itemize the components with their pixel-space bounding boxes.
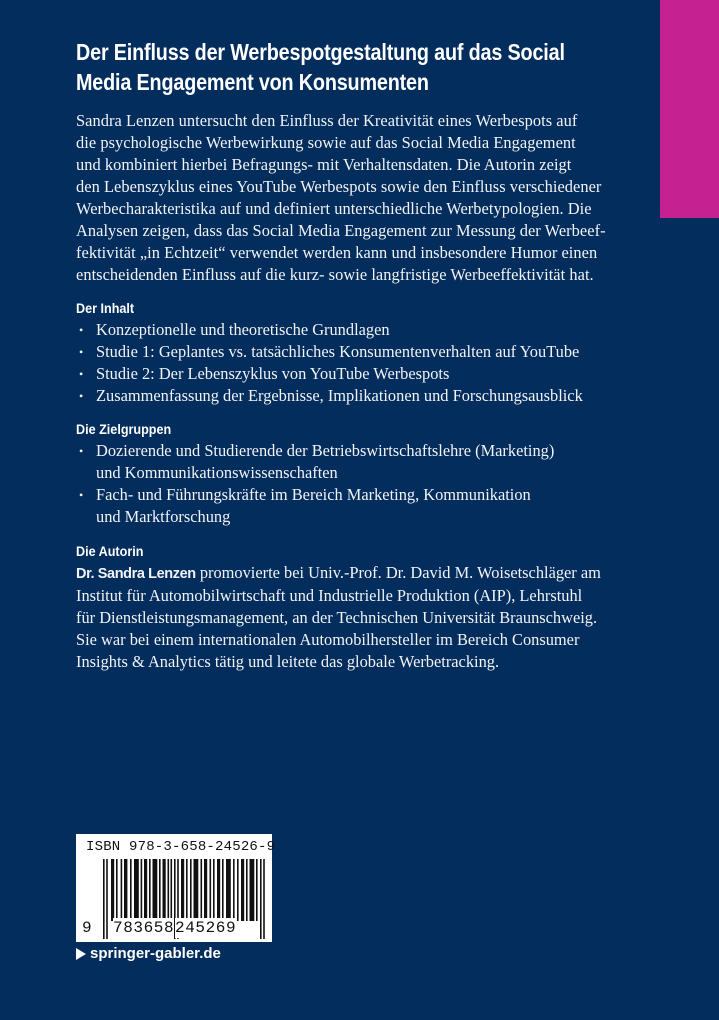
author-name: Dr. Sandra Lenzen: [76, 566, 196, 582]
list-item: • Studie 2: Der Lebenszyklus von YouTube Werbespots: [79, 364, 450, 383]
author-bio: Dr. Sandra Lenzen promovierte bei Univ.-Prof. Dr. David M. Woisetschläger am Institut für Automobilwirtschaft und Industrielle Produktion (AIP), Lehrstuhl für Dienstleistungsmanagement, an der Technischen Universität Braunschweig. Sie war bei einem internationalen Automobilhersteller im Bereich Consumer Insights & Analytics tätig und leitete das globale Werbetracking.: [76, 562, 676, 673]
bio-line: Institut für Automobilwirtschaft und Industrielle Produktion (AIP), Lehrstuhl: [76, 586, 583, 605]
author-heading: Die Autorin: [76, 543, 144, 559]
bullet-icon: •: [79, 345, 84, 359]
description-line: die psychologische Werbewirkung sowie auf das Social Media Engagement: [76, 133, 576, 152]
audience-section: [76, 418, 676, 528]
list-item: • Fach- und Führungskräfte im Bereich Marketing, Kommunikation und Marktforschung: [79, 485, 531, 526]
contents-section: [76, 297, 676, 407]
website-label: springer-gabler.de: [90, 945, 221, 962]
bullet-icon: •: [79, 367, 84, 381]
description-line: entscheidenden Einfluss auf die kurz- sowie langfristige Werbeeffektivität hat.: [76, 265, 594, 284]
audience-list: [76, 440, 676, 528]
description-line: den Lebenszyklus eines YouTube Werbespots sowie den Einfluss verschiedener: [76, 177, 602, 196]
author-section: [76, 540, 676, 673]
contents-heading: Der Inhalt: [76, 300, 135, 316]
list-item: • Studie 1: Geplantes vs. tatsächliches Konsumentenverhalten auf YouTube: [79, 342, 580, 361]
description-line: Werbecharakteristika auf und definiert unterschiedliche Werbetypologien. Die: [76, 199, 592, 218]
title-line: Media Engagement von Konsumenten: [76, 69, 429, 95]
barcode-digits-right: 245269: [175, 919, 237, 937]
list-item: • Dozierende und Studierende der Betriebswirtschaftslehre (Marketing) und Kommunikationswissenschaften: [79, 441, 555, 482]
bullet-icon: •: [79, 444, 84, 458]
title-line: Der Einfluss der Werbespotgestaltung auf das Social: [76, 39, 565, 65]
publisher-website-link[interactable]: [76, 945, 221, 962]
list-item: • Konzeptionelle und theoretische Grundlagen: [79, 320, 390, 339]
description-line: Analysen zeigen, dass das Social Media Engagement zur Messung der Werbeef-: [76, 221, 606, 240]
bullet-icon: •: [79, 323, 84, 337]
book-title: [76, 37, 575, 97]
bullet-icon: •: [79, 488, 84, 502]
isbn-label: ISBN 978-3-658-24526-9: [86, 839, 276, 855]
bio-line: Sie war bei einem internationalen Automobilhersteller im Bereich Consumer: [76, 630, 580, 649]
description-line: Sandra Lenzen untersucht den Einfluss der Kreativität eines Werbespots auf: [76, 111, 578, 130]
arrow-right-icon: [76, 948, 86, 960]
contents-list: [76, 319, 676, 407]
barcode-digits-left: 783658: [113, 919, 175, 937]
barcode-digit-first: 9: [82, 919, 93, 937]
bullet-icon: •: [79, 389, 84, 403]
bio-line: Insights & Analytics tätig und leitete das globale Werbetracking.: [76, 652, 500, 671]
description-line: fektivität „in Echtzeit“ verwendet werden kann und insbesondere Humor einen: [76, 243, 598, 262]
description-line: und kombiniert hierbei Befragungs- mit Verhaltensdaten. Die Autorin zeigt: [76, 155, 572, 174]
bio-line: für Dienstleistungsmanagement, an der Technischen Universität Braunschweig.: [76, 608, 598, 627]
list-item: • Zusammenfassung der Ergebnisse, Implikationen und Forschungsausblick: [79, 386, 583, 405]
book-description: [76, 110, 676, 286]
audience-heading: Die Zielgruppen: [76, 421, 172, 437]
isbn-barcode: [76, 834, 276, 942]
